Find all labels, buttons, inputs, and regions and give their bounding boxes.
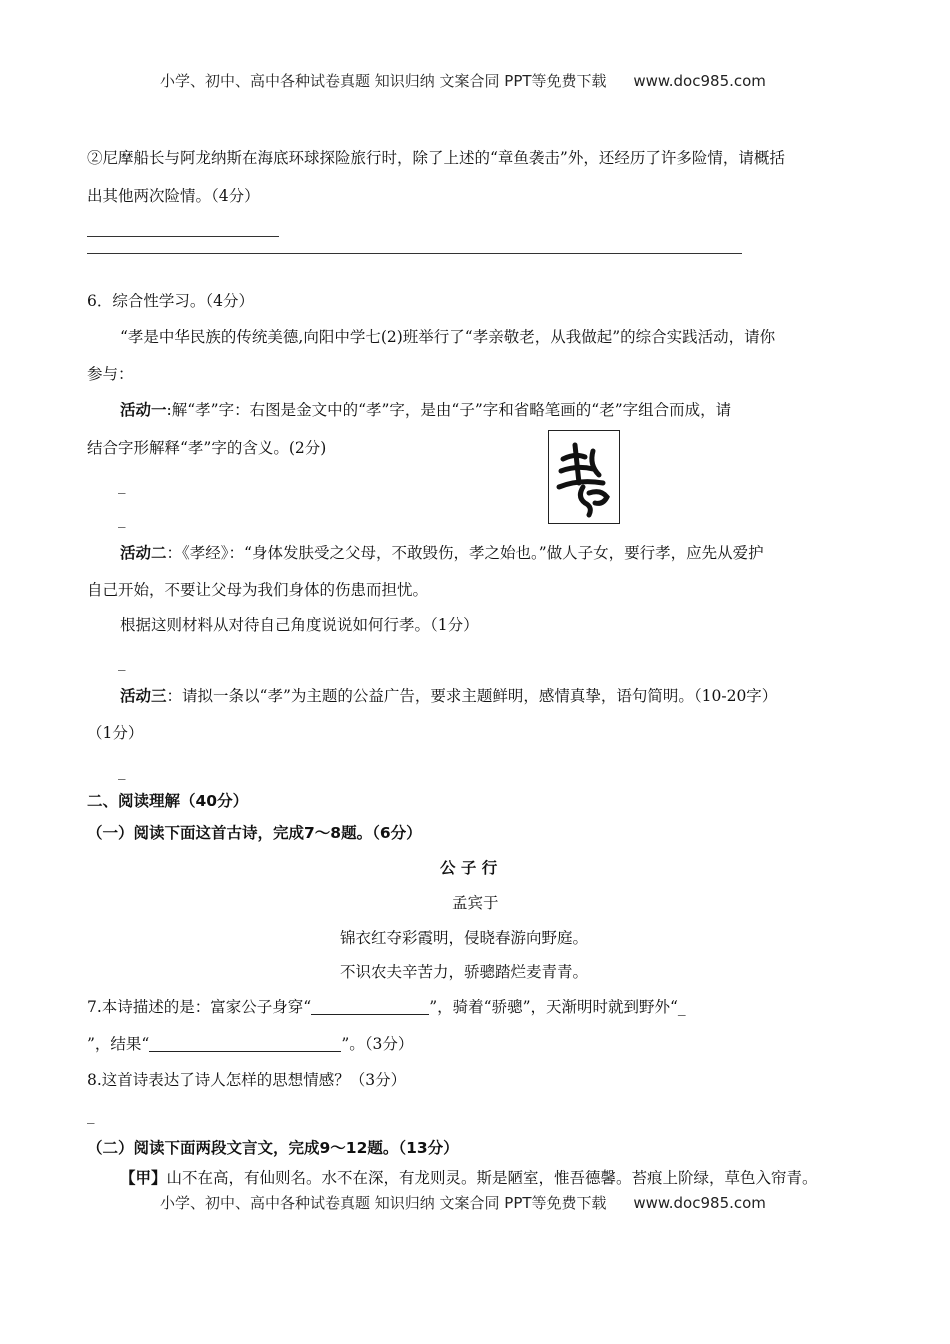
poem-title: 公 子 行 [440, 859, 498, 877]
q7-blank2 [149, 1036, 341, 1053]
header-text: 小学、初中、高中各种试卷真题 知识归纳 文案合同 PPT等免费下载 [160, 72, 607, 90]
q7-text-b: ”，骑着“骄骢”，天渐明时就到野外“_ [429, 998, 686, 1016]
activity3-text1: ：请拟一条以“孝”为主题的公益广告，要求主题鲜明，感情真挚，语句简明。（10-20字） [166, 687, 778, 705]
q8-question: 8.这首诗表达了诗人怎样的思想情感？（3分） [87, 1071, 407, 1089]
answer-line [87, 236, 279, 237]
answer-line [87, 253, 742, 254]
activity2-text2: 自己开始，不要让父母为我们身体的伤患而担忧。 [87, 581, 429, 599]
activity1-label: 活动一 [120, 401, 167, 419]
activity3-label: 活动三 [120, 687, 167, 705]
answer-blank: _ [118, 510, 126, 528]
q7-blank1 [311, 999, 429, 1016]
q7-text-d: ”。（3分） [341, 1035, 414, 1053]
q5-2-line2: 出其他两次险情。（4分） [87, 187, 260, 205]
poem-line2: 不识农夫辛苦力，骄骢踏烂麦青青。 [340, 963, 589, 981]
activity2-question: 根据这则材料从对待自己角度说说如何行孝。（1分） [120, 616, 479, 634]
activity2-text1: ：《孝经》：“身体发肤受之父母，不敢毁伤，孝之始也。”做人子女，要行孝，应先从爱护 [166, 544, 764, 562]
q7-text-a: 7.本诗描述的是：富家公子身穿“ [87, 998, 312, 1016]
jia-paragraph [120, 1166, 818, 1188]
q7-text-c: ”，结果“ [87, 1035, 150, 1053]
activity1-text1: :解“孝”字：右图是金文中的“孝”字，是由“子”字和省略笔画的“老”字组合而成，请 [166, 401, 732, 419]
q6-intro2: 参与： [87, 365, 134, 383]
q6-intro1: “孝是中华民族的传统美德,向阳中学七(2)班举行了“孝亲敬老，从我做起”的综合实践活动，请你 [120, 328, 776, 346]
q6-activity2-line1 [120, 541, 764, 563]
q6-title: 6．综合性学习。（4分） [87, 292, 254, 310]
q7-line2 [87, 1032, 413, 1054]
q7-line1 [87, 995, 686, 1017]
answer-blank: _ [87, 1106, 95, 1124]
jia-label: 【甲】 [120, 1169, 167, 1187]
activity1-text2: 结合字形解释“孝”字的含义。(2分) [87, 439, 327, 457]
part1-title: （一）阅读下面这首古诗，完成7～8题。（6分） [87, 824, 422, 842]
q6-activity1-line1 [120, 398, 731, 420]
answer-blank: _ [118, 762, 126, 780]
answer-blank: _ [118, 653, 126, 671]
answer-blank: _ [118, 476, 126, 494]
section2-title: 二、阅读理解（40分） [87, 792, 249, 810]
page-footer [160, 1192, 766, 1213]
page-header [160, 70, 766, 91]
jia-text: 山不在高，有仙则名。水不在深，有龙则灵。斯是陋室，惟吾德馨。苔痕上阶绿，草色入帘青。 [166, 1169, 818, 1187]
activity3-text2: （1分） [87, 724, 144, 742]
q6-activity3-line1 [120, 684, 777, 706]
xiao-glyph-icon [549, 431, 619, 523]
poem-line1: 锦衣红夺彩霞明，侵晓春游向野庭。 [340, 929, 589, 947]
poem-author: 孟宾于 [452, 894, 499, 912]
footer-text: 小学、初中、高中各种试卷真题 知识归纳 文案合同 PPT等免费下载 [160, 1194, 607, 1212]
footer-site: www.doc985.com [633, 1194, 766, 1212]
activity2-label: 活动二 [120, 544, 167, 562]
header-site: www.doc985.com [633, 72, 766, 90]
q5-2-line1: ②尼摩船长与阿龙纳斯在海底环球探险旅行时，除了上述的“章鱼袭击”外，还经历了许多险情，请概括 [87, 149, 785, 167]
xiao-bronze-glyph-image [548, 430, 620, 524]
part2-title: （二）阅读下面两段文言文，完成9～12题。（13分） [87, 1139, 459, 1157]
